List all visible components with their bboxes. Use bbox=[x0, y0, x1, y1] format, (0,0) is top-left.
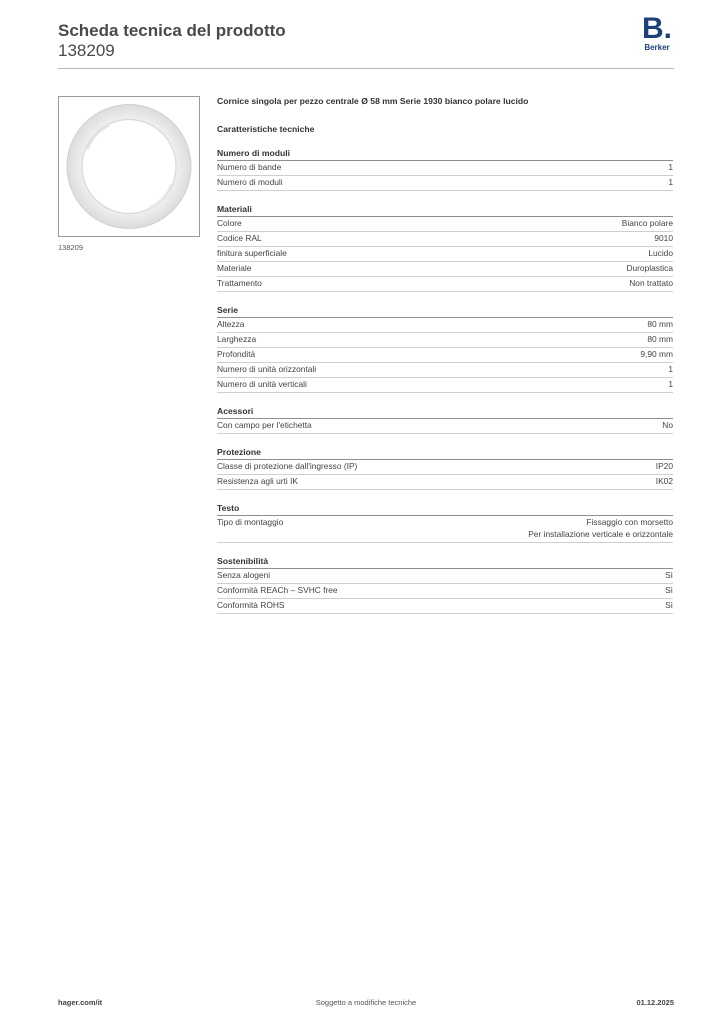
section-title: Materiali bbox=[217, 204, 673, 217]
spec-value-line: Sì bbox=[665, 584, 673, 595]
spec-value bbox=[665, 600, 673, 612]
spec-value-line: Fissaggio con morsetto bbox=[586, 517, 673, 527]
page-title: Scheda tecnica del prodotto bbox=[58, 21, 286, 40]
spec-value bbox=[668, 162, 673, 174]
spec-label: Tipo di montaggio bbox=[217, 517, 284, 527]
spec-row bbox=[217, 516, 673, 543]
spec-value-line: No bbox=[662, 420, 673, 430]
spec-value-line: 1 bbox=[668, 379, 673, 389]
spec-value bbox=[626, 263, 673, 275]
section-title: Testo bbox=[217, 503, 673, 516]
spec-section bbox=[217, 556, 673, 614]
spec-row bbox=[217, 419, 673, 434]
spec-label: Numero di unità verticali bbox=[217, 379, 307, 389]
spec-value-line: Bianco polare bbox=[621, 218, 673, 228]
spec-row bbox=[217, 176, 673, 191]
footer-note: Soggetto a modifiche tecniche bbox=[315, 998, 417, 1007]
spec-section bbox=[217, 148, 673, 191]
spec-label: Con campo per l'etichetta bbox=[217, 420, 312, 430]
spec-row bbox=[217, 599, 673, 614]
spec-label: Numero di bande bbox=[217, 162, 282, 172]
spec-value bbox=[656, 476, 673, 488]
page-header bbox=[58, 20, 286, 61]
spec-value-line: Sì bbox=[665, 599, 673, 610]
spec-content bbox=[217, 96, 673, 627]
spec-value-line: Duroplastica bbox=[626, 263, 673, 273]
spec-value bbox=[665, 570, 673, 582]
spec-label: Numero di moduli bbox=[217, 177, 283, 187]
product-title: Cornice singola per pezzo centrale Ø 58 mm Serie 1930 bianco polare lucido bbox=[217, 96, 529, 106]
spec-label: Profondità bbox=[217, 349, 256, 359]
spec-row bbox=[217, 348, 673, 363]
spec-value bbox=[647, 319, 673, 331]
logo-mark: B. bbox=[642, 12, 672, 45]
spec-value bbox=[656, 461, 673, 473]
spec-label: Numero di unità orizzontali bbox=[217, 364, 317, 374]
spec-value-line: 1 bbox=[668, 177, 673, 187]
spec-section bbox=[217, 503, 673, 543]
spec-value bbox=[665, 585, 673, 597]
spec-value bbox=[654, 233, 673, 245]
spec-value bbox=[668, 364, 673, 376]
spec-label: finitura superficiale bbox=[217, 248, 287, 258]
frame-ring-icon bbox=[59, 97, 199, 236]
spec-value-line: Per installazione verticale e orizzontale bbox=[528, 528, 673, 539]
spec-row bbox=[217, 277, 673, 292]
product-code: 138209 bbox=[58, 41, 115, 60]
spec-label: Codice RAL bbox=[217, 233, 262, 243]
spec-label: Conformità REACh – SVHC free bbox=[217, 584, 338, 595]
image-caption: 138209 bbox=[58, 243, 84, 252]
spec-row bbox=[217, 475, 673, 490]
spec-value-line: 80 mm bbox=[647, 334, 673, 344]
spec-value-line: 1 bbox=[668, 162, 673, 172]
spec-sections bbox=[217, 148, 673, 614]
spec-section bbox=[217, 406, 673, 434]
spec-row bbox=[217, 247, 673, 262]
spec-value-line: 9010 bbox=[654, 233, 673, 243]
spec-row bbox=[217, 161, 673, 176]
section-title: Acessori bbox=[217, 406, 673, 419]
spec-section bbox=[217, 447, 673, 490]
spec-value bbox=[629, 278, 673, 290]
spec-row bbox=[217, 318, 673, 333]
spec-row bbox=[217, 217, 673, 232]
spec-row bbox=[217, 333, 673, 348]
spec-label: Materiale bbox=[217, 263, 252, 273]
footer-website: hager.com/it bbox=[58, 998, 103, 1007]
spec-value bbox=[647, 334, 673, 346]
spec-value bbox=[662, 420, 673, 432]
spec-value-line: 80 mm bbox=[647, 319, 673, 329]
spec-value-line: Sì bbox=[665, 569, 673, 580]
spec-row bbox=[217, 232, 673, 247]
spec-value-line: Lucido bbox=[648, 248, 673, 258]
spec-value-line: IP20 bbox=[655, 461, 673, 471]
spec-value-line: IK02 bbox=[655, 476, 673, 486]
spec-value-line: 1 bbox=[668, 364, 673, 374]
spec-label: Resistenza agli urti IK bbox=[217, 476, 298, 486]
product-image bbox=[58, 96, 200, 237]
spec-row bbox=[217, 378, 673, 393]
spec-value bbox=[622, 218, 673, 230]
spec-label: Larghezza bbox=[217, 334, 257, 344]
spec-value-line: Non trattato bbox=[629, 278, 673, 288]
spec-label: Trattamento bbox=[217, 278, 262, 288]
berker-logo bbox=[640, 12, 674, 52]
footer-date: 01.12.2025 bbox=[636, 998, 674, 1007]
spec-label: Altezza bbox=[217, 319, 245, 329]
section-title: Serie bbox=[217, 305, 673, 318]
spec-value bbox=[668, 379, 673, 391]
spec-label: Senza alogeni bbox=[217, 569, 271, 580]
tech-heading: Caratteristiche tecniche bbox=[217, 124, 315, 134]
spec-value bbox=[648, 248, 673, 260]
spec-value bbox=[528, 517, 673, 540]
spec-label: Classe di protezione dall'ingresso (IP) bbox=[217, 461, 358, 471]
spec-label: Conformità ROHS bbox=[217, 599, 285, 610]
spec-row bbox=[217, 460, 673, 475]
spec-section bbox=[217, 204, 673, 292]
spec-row bbox=[217, 584, 673, 599]
spec-label: Colore bbox=[217, 218, 242, 228]
spec-row bbox=[217, 262, 673, 277]
header-divider bbox=[58, 68, 674, 69]
spec-row bbox=[217, 363, 673, 378]
logo-text: Berker bbox=[644, 43, 670, 52]
spec-row bbox=[217, 569, 673, 584]
spec-section bbox=[217, 305, 673, 393]
section-title: Sostenibilità bbox=[217, 556, 673, 569]
section-title: Numero di moduli bbox=[217, 148, 673, 161]
spec-value bbox=[668, 177, 673, 189]
spec-value bbox=[640, 349, 673, 361]
section-title: Protezione bbox=[217, 447, 673, 460]
spec-value-line: 9,90 mm bbox=[640, 349, 673, 359]
